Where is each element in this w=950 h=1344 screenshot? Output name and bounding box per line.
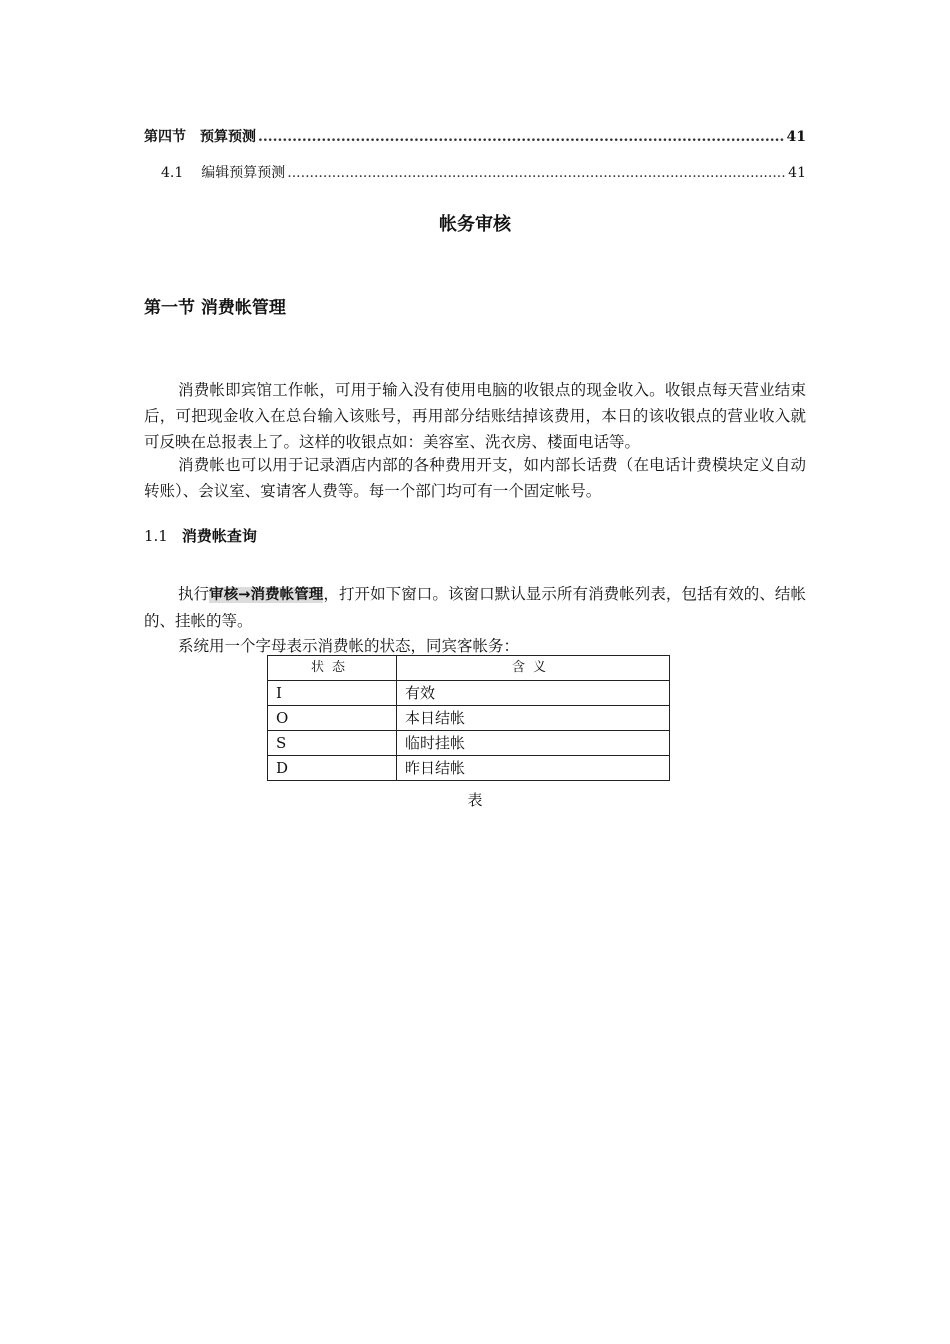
table-header-meaning: 含义 bbox=[397, 656, 670, 681]
table-row bbox=[268, 681, 670, 706]
subsection-heading bbox=[144, 525, 257, 547]
toc-entry-title: 预算预测 bbox=[200, 129, 256, 145]
section-heading: 第一节 消费帐管理 bbox=[144, 298, 286, 318]
table-header-status: 状态 bbox=[268, 656, 397, 681]
status-meaning-cell: 临时挂帐 bbox=[397, 731, 670, 756]
toc-entry-page: 41 bbox=[788, 165, 806, 181]
status-code-cell: O bbox=[268, 706, 397, 731]
instruction-suffix: ，打开如下窗口。该窗口默认显示所有消费帐列表，包括有效的、结帐的、挂帐的等。 bbox=[144, 585, 806, 630]
toc-entry-number: 4.1 bbox=[161, 165, 184, 181]
status-code-cell: S bbox=[268, 731, 397, 756]
subsection-title: 消费帐查询 bbox=[181, 527, 257, 545]
toc-entry-section-4[interactable] bbox=[144, 127, 806, 147]
instruction-prefix: 执行 bbox=[178, 585, 210, 603]
table-header-row bbox=[268, 656, 670, 681]
table-row bbox=[268, 706, 670, 731]
status-meaning-cell: 本日结帐 bbox=[397, 706, 670, 731]
paragraph-intro: 消费帐即宾馆工作帐，可用于输入没有使用电脑的收银点的现金收入。收银点每天营业结束后，可把现金收入在总台输入该账号，再用部分结账结掉该费用，本日的该收银点的营业收入就可反映在总报表上了。这样的收银点如：美容室、洗衣房、楼面电话等。 bbox=[144, 381, 806, 451]
status-code-cell: D bbox=[268, 756, 397, 781]
toc-entry-page: 41 bbox=[786, 129, 806, 145]
status-code-cell: I bbox=[268, 681, 397, 706]
status-meaning-cell: 昨日结帐 bbox=[397, 756, 670, 781]
document-title: 帐务审核 bbox=[439, 214, 511, 235]
table-row bbox=[268, 731, 670, 756]
status-meaning-cell: 有效 bbox=[397, 681, 670, 706]
paragraph-instructions bbox=[144, 581, 806, 634]
toc-entry-4-1[interactable] bbox=[161, 163, 806, 183]
toc-entry-title: 编辑预算预测 bbox=[201, 165, 286, 181]
table-caption: 表 bbox=[467, 791, 483, 809]
menu-path-highlight: 审核→消费帐管理 bbox=[209, 587, 324, 603]
table-row bbox=[268, 756, 670, 781]
toc-leader-dots bbox=[258, 127, 785, 147]
paragraph-status-intro: 系统用一个字母表示消费帐的状态，同宾客帐务： bbox=[178, 637, 520, 655]
subsection-number: 1.1 bbox=[144, 527, 168, 545]
status-table bbox=[267, 655, 670, 781]
toc-entry-number: 第四节 bbox=[144, 129, 186, 145]
paragraph-usage: 消费帐也可以用于记录酒店内部的各种费用开支，如内部长话费（在电话计费模块定义自动转账）、会议室、宴请客人费等。每一个部门均可有一个固定帐号。 bbox=[144, 456, 806, 500]
toc-leader-dots bbox=[287, 163, 786, 183]
